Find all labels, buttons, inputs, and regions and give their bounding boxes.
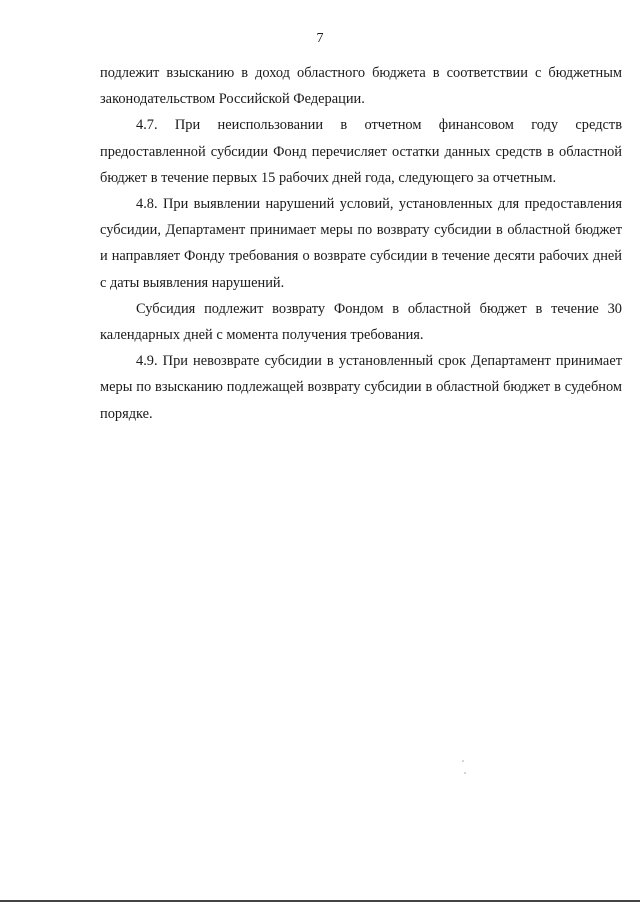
paragraph-4-7: 4.7. При неиспользовании в отчетном финансовом году средств предоставленной субсидии Фонд перечисляет остатки данных средств в областной бюджет в течение первых 15 рабочих дней года, следующего за отчетным. xyxy=(100,117,622,186)
document-body xyxy=(100,60,622,427)
paragraph-subsidy-return: Субсидия подлежит возврату Фондом в областной бюджет в течение 30 календарных дней с момента получения требования. xyxy=(100,300,622,344)
paragraph-4-8: 4.8. При выявлении нарушений условий, установленных для предоставления субсидии, Департамент принимает меры по возврату субсидии в областной бюджет и направляет Фонду требования о возврате субсидии в течение десяти рабочих дней с даты выявления нарушений. xyxy=(100,196,622,291)
scan-speck xyxy=(462,760,464,762)
scan-speck xyxy=(464,772,466,774)
page-number: 7 xyxy=(316,31,324,46)
paragraph-4-9: 4.9. При невозврате субсидии в установленный срок Департамент принимает меры по взысканию подлежащей возврату субсидии в областной бюджет в судебном порядке. xyxy=(100,353,622,422)
paragraph-continuation: подлежит взысканию в доход областного бюджета в соответствии с бюджетным законодательством Российской Федерации. xyxy=(100,65,622,108)
